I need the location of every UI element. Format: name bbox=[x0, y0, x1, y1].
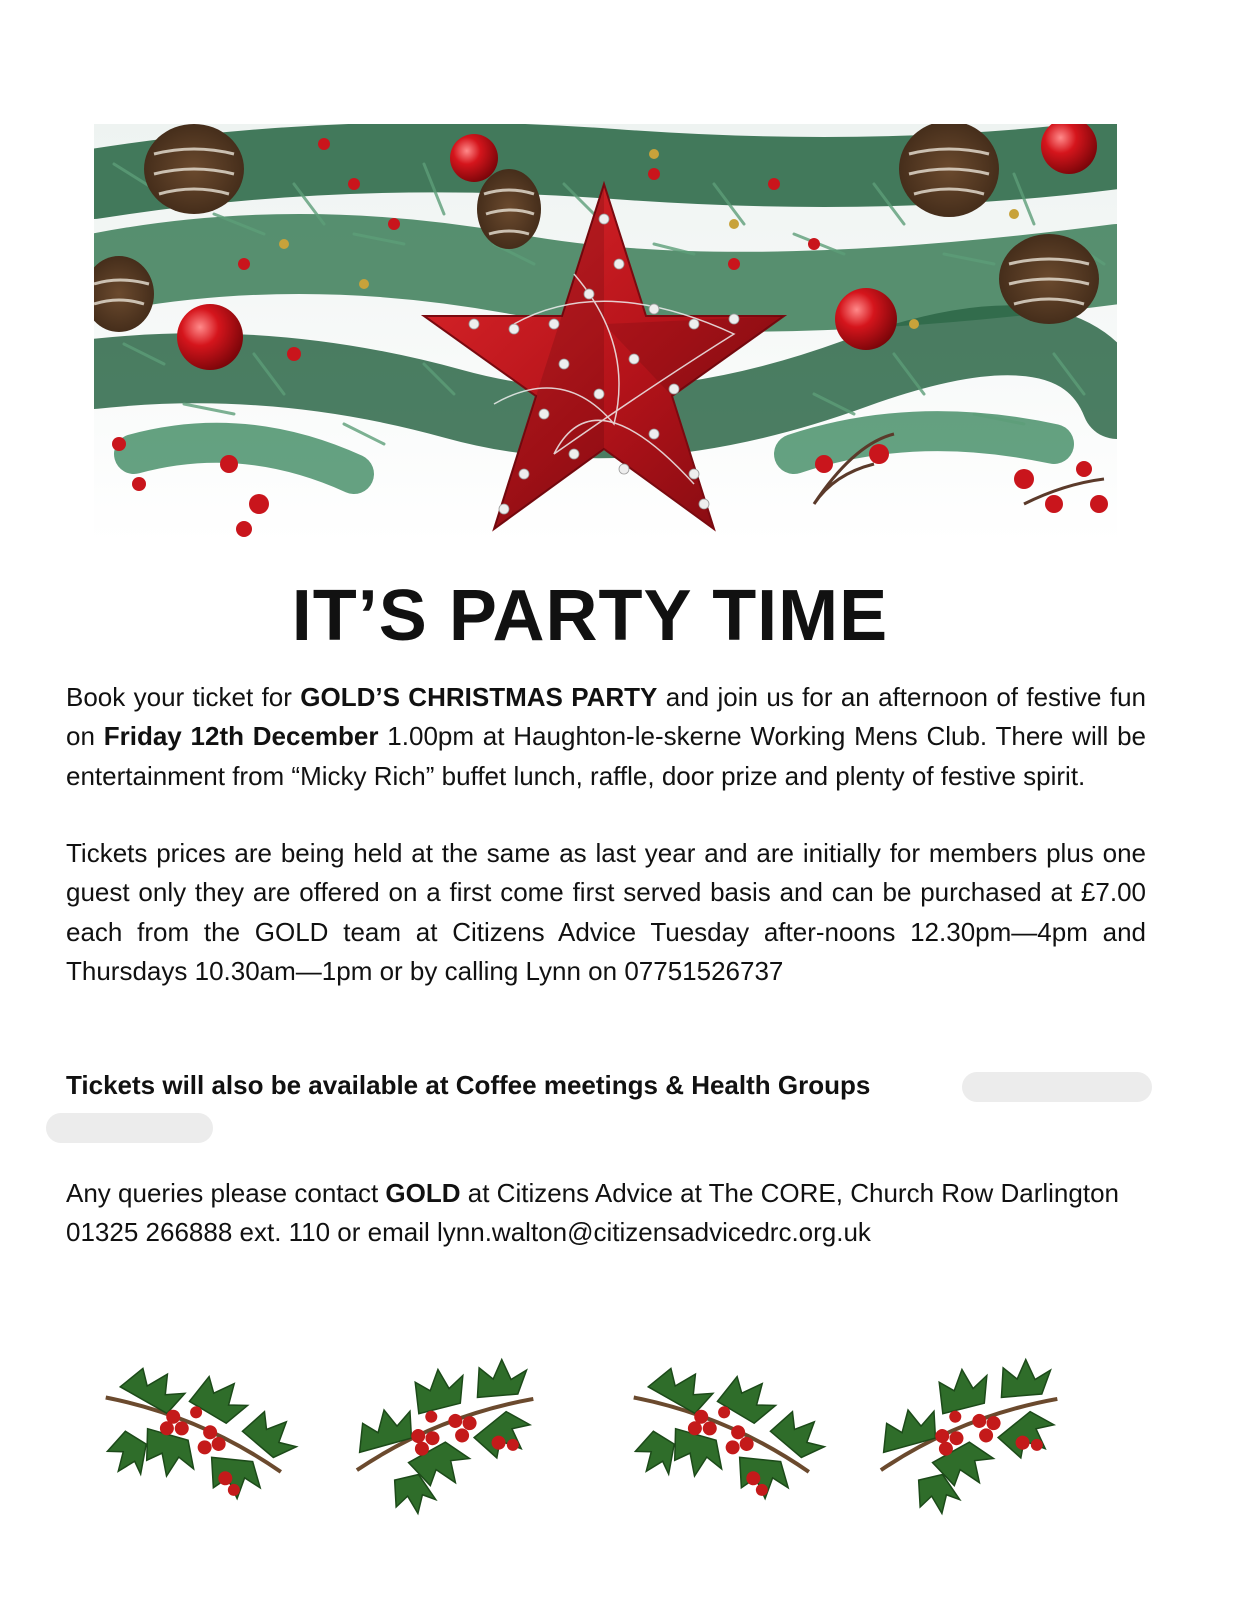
holly-image bbox=[70, 1305, 320, 1555]
redaction-mark bbox=[46, 1113, 213, 1143]
holly-image bbox=[318, 1305, 568, 1555]
availability-paragraph: Tickets will also be available at Coffee meetings & Health Groups bbox=[66, 1070, 871, 1100]
organisation-name: GOLD bbox=[385, 1178, 461, 1208]
intro-text-3: 1.00pm at Haughton-le-skerne Working Mens Club. There will be entertainment from “Micky Rich” buffet lunch, raffle, door prize and plenty of festive spirit. bbox=[66, 721, 1146, 791]
holly-image bbox=[842, 1305, 1092, 1555]
contact-paragraph bbox=[66, 1174, 1146, 1253]
intro-paragraph bbox=[66, 678, 1146, 796]
christmas-banner-image bbox=[94, 124, 1117, 544]
redaction-mark bbox=[962, 1072, 1152, 1102]
tickets-paragraph: Tickets prices are being held at the same as last year and are initially for members plus one guest only they are offered on a first come first served basis and can be purchased at £7.00 each from the GOLD team at Citizens Advice Tuesday after-noons 12.30pm—4pm and Thursdays 10.30am—1pm or by calling Lynn on 07751526737 bbox=[66, 838, 1146, 987]
page-title: IT’S PARTY TIME bbox=[291, 576, 889, 656]
intro-text-1: Book your ticket for bbox=[66, 682, 301, 712]
contact-text-1: Any queries please contact bbox=[66, 1178, 386, 1208]
holly-image bbox=[598, 1305, 848, 1555]
contact-text-2: at Citizens Advice at The CORE, Church Row Darlington 01325 266888 ext. 110 or email lynn.walton@citizensadvicedrc.org.uk bbox=[66, 1178, 1119, 1248]
event-name: GOLD’S CHRISTMAS PARTY bbox=[300, 682, 658, 712]
intro-text-2: and join us for an afternoon of festive fun on bbox=[66, 682, 1146, 752]
event-date: Friday 12th December bbox=[103, 721, 379, 752]
